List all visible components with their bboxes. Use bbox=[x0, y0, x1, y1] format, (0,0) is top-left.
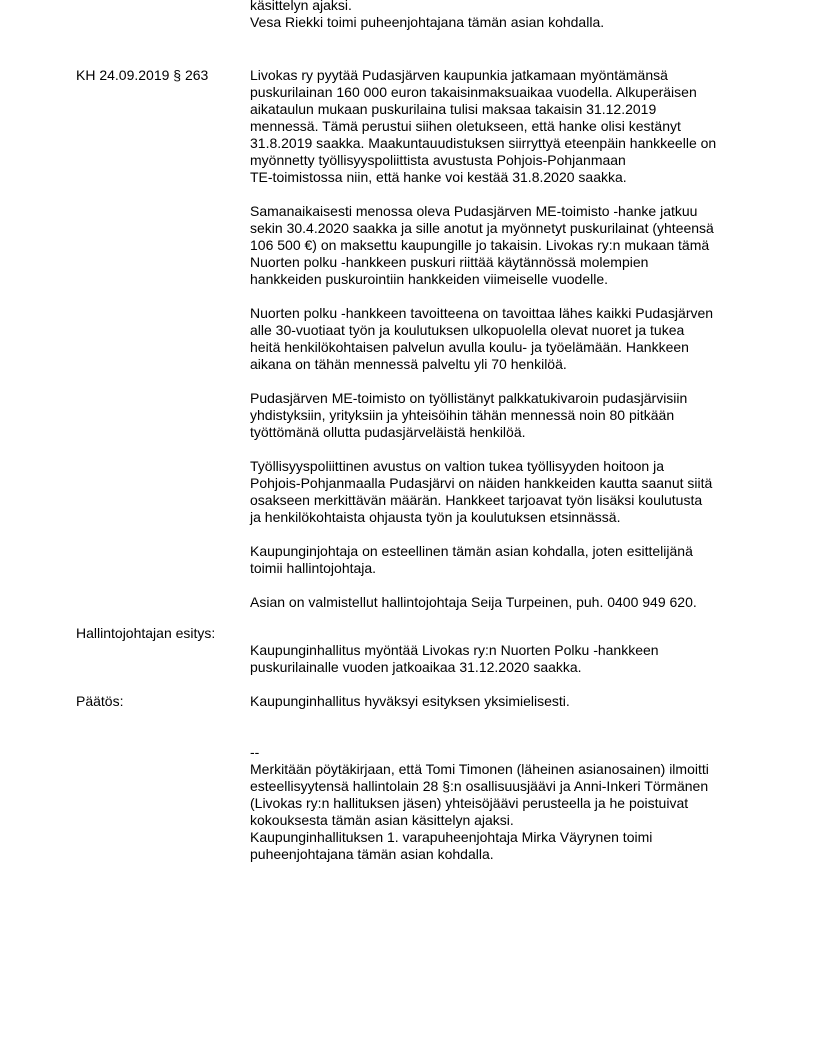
text-line: Nuorten polku -hankkeen tavoitteena on tavoittaa lähes kaikki Pudasjärven bbox=[250, 305, 714, 321]
paragraph-gap bbox=[250, 441, 750, 458]
text-line: puheenjohtajana tämän asian kohdalla. bbox=[250, 846, 494, 862]
text-line: osakseen merkittävän määrän. Hankkeet tarjoavat työn lisäksi koulutusta bbox=[250, 492, 703, 508]
text-line: ja henkilökohtaista ohjausta työn ja koulutuksen etsinnässä. bbox=[250, 509, 621, 525]
paragraph-gap bbox=[250, 577, 750, 594]
previous-item-ending bbox=[250, 0, 750, 31]
decision-label: Päätös: bbox=[76, 693, 124, 709]
text-line: Asian on valmistellut hallintojohtaja Seija Turpeinen, puh. 0400 949 620. bbox=[250, 594, 697, 610]
text-line: Vesa Riekki toimi puheenjohtajana tämän asian kohdalla. bbox=[250, 14, 605, 30]
meeting-reference-label: KH 24.09.2019 § 263 bbox=[76, 67, 209, 83]
text-line: Livokas ry pyytää Pudasjärven kaupunkia jatkamaan myöntämänsä bbox=[250, 67, 668, 83]
text-line: Kaupunginhallituksen 1. varapuheenjohtaja Mirka Väyrynen toimi bbox=[250, 829, 653, 845]
text-line: myönnetty työllisyyspoliittista avustusta Pohjois-Pohjanmaan bbox=[250, 152, 626, 168]
text-line: 106 500 €) on maksettu kaupungille jo takaisin. Livokas ry:n mukaan tämä bbox=[250, 237, 710, 253]
text-line: puskurilainalle vuoden jatkoaikaa 31.12.2020 saakka. bbox=[250, 659, 582, 675]
text-line: Samanaikaisesti menossa oleva Pudasjärven ME-toimisto -hanke jatkuu bbox=[250, 203, 698, 219]
paragraph bbox=[250, 67, 750, 186]
note-body bbox=[250, 744, 750, 863]
decision-body bbox=[250, 693, 750, 710]
proposal-body bbox=[250, 642, 750, 676]
text-line: 31.8.2019 saakka. Maakuntauudistuksen siirryttyä eteenpäin hankkeelle on bbox=[250, 135, 717, 151]
text-line: alle 30-vuotiaat työn ja koulutuksen ulkopuolella olevat nuoret ja tukea bbox=[250, 322, 685, 338]
text-line: Työllisyyspoliittinen avustus on valtion tukea työllisyyden hoitoon ja bbox=[250, 458, 665, 474]
text-line: heitä henkilökohtaisen palvelun avulla koulu- ja työelämään. Hankkeen bbox=[250, 339, 689, 355]
text-line: Kaupunginhallitus hyväksyi esityksen yksimielisesti. bbox=[250, 693, 570, 709]
text-line: yhdistyksiin, yrityksiin ja yhteisöihin tähän mennessä noin 80 pitkään bbox=[250, 407, 675, 423]
text-line: kokouksesta tämän asian käsittelyn ajaksi. bbox=[250, 812, 514, 828]
text-line: TE-toimistossa niin, että hanke voi kestää 31.8.2020 saakka. bbox=[250, 169, 627, 185]
text-line: mennessä. Tämä perustui siihen oletukseen, että hanke olisi kestänyt bbox=[250, 118, 681, 134]
paragraph bbox=[250, 458, 750, 526]
paragraph-gap bbox=[250, 373, 750, 390]
text-line: sekin 30.4.2020 saakka ja sille anotut ja myönnetyt puskurilainat (yhteensä bbox=[250, 220, 714, 236]
text-line: toimii hallintojohtaja. bbox=[250, 560, 377, 576]
paragraph bbox=[250, 543, 750, 577]
text-line: puskurilainan 160 000 euron takaisinmaksuaikaa vuodella. Alkuperäisen bbox=[250, 84, 697, 100]
text-line: esteellisyytensä hallintolain 28 §:n osallisuusjäävi ja Anni-Inkeri Törmänen bbox=[250, 778, 709, 794]
paragraph bbox=[250, 594, 750, 611]
text-line: Merkitään pöytäkirjaan, että Tomi Timonen (läheinen asianosainen) ilmoitti bbox=[250, 761, 709, 777]
paragraph bbox=[250, 203, 750, 288]
text-line: hankkeiden puskurointiin hankkeiden viimeiselle vuodelle. bbox=[250, 271, 608, 287]
text-line: aikataulun mukaan puskurilaina tulisi maksaa takaisin 31.12.2019 bbox=[250, 101, 657, 117]
text-line: työttömänä ollutta pudasjärveläistä henkilöä. bbox=[250, 424, 526, 440]
proposal-label: Hallintojohtajan esitys: bbox=[76, 625, 216, 641]
paragraph bbox=[250, 305, 750, 373]
paragraph-gap bbox=[250, 186, 750, 203]
text-line: (Livokas ry:n hallituksen jäsen) yhteisöjäävi perusteella ja he poistuivat bbox=[250, 795, 689, 811]
paragraph bbox=[250, 390, 750, 441]
text-line: Nuorten polku -hankkeen puskuri riittää käytännössä molempien bbox=[250, 254, 649, 270]
text-line: Pudasjärven ME-toimisto on työllistänyt palkkatukivaroin pudasjärvisiin bbox=[250, 390, 688, 406]
paragraph-gap bbox=[250, 526, 750, 543]
paragraph-gap bbox=[250, 288, 750, 305]
separator: -- bbox=[250, 744, 260, 760]
kh-body bbox=[250, 67, 750, 611]
text-line: Kaupunginhallitus myöntää Livokas ry:n Nuorten Polku -hankkeen bbox=[250, 642, 659, 658]
text-line: aikana on tähän mennessä palveltu yli 70 henkilöä. bbox=[250, 356, 567, 372]
text-line: käsittelyn ajaksi. bbox=[250, 0, 352, 13]
text-line: Kaupunginjohtaja on esteellinen tämän asian kohdalla, joten esittelijänä bbox=[250, 543, 693, 559]
text-line: Pohjois-Pohjanmaalla Pudasjärvi on näiden hankkeiden kautta saanut siitä bbox=[250, 475, 713, 491]
